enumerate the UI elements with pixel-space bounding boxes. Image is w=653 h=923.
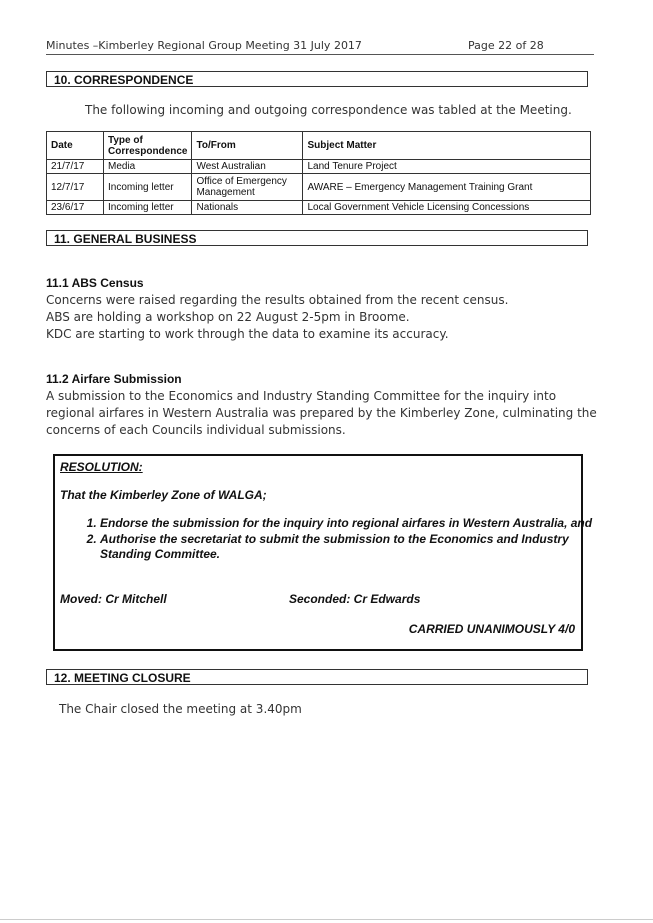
census-line: ABS are holding a workshop on 22 August 2-5pm in Broome. [46,310,410,324]
subsection-title-census: 11.1 ABS Census [46,276,144,290]
cell-date: 23/6/17 [47,201,104,215]
page-bottom-divider [0,919,653,920]
airfare-line: concerns of each Councils individual submissions. [46,423,346,437]
cell-date: 12/7/17 [47,174,104,201]
subsection-title-airfare: 11.2 Airfare Submission [46,372,182,386]
airfare-line: regional airfares in Western Australia was prepared by the Kimberley Zone, culminating the [46,406,597,420]
cell-tofrom: West Australian [192,160,303,174]
column-header-type: Type of Correspondence [104,132,192,160]
section-heading-general-business: 11. GENERAL BUSINESS [46,230,588,246]
airfare-paragraph [46,388,606,439]
cell-tofrom: Nationals [192,201,303,215]
resolution-item: 1. Endorse the submission for the inquiry into regional airfares in Western Australia, and [100,516,598,531]
census-line: Concerns were raised regarding the results obtained from the recent census. [46,293,509,307]
census-paragraph [46,292,606,343]
cell-tofrom: Office of Emergency Management [192,174,303,201]
carried-status: CARRIED UNANIMOUSLY 4/0 [408,622,575,636]
census-line: KDC are starting to work through the data to examine its accuracy. [46,327,449,341]
resolution-label: RESOLUTION: [60,460,143,474]
column-header-tofrom: To/From [192,132,303,160]
airfare-line: A submission to the Economics and Industry Standing Committee for the inquiry into [46,389,557,403]
cell-subject: AWARE – Emergency Management Training Grant [303,174,591,201]
table-row [47,201,591,215]
resolution-intro: That the Kimberley Zone of WALGA; [60,488,267,502]
correspondence-table [46,131,591,215]
header-title: Minutes –Kimberley Regional Group Meeting 31 July 2017 [46,39,362,52]
header-page-number: Page 22 of 28 [468,39,544,52]
column-header-subject: Subject Matter [303,132,591,160]
resolution-items [79,516,598,562]
table-row [47,174,591,201]
seconded-by: Seconded: Cr Edwards [289,592,421,606]
closure-text: The Chair closed the meeting at 3.40pm [59,702,302,716]
page-header [46,38,594,55]
cell-type: Incoming letter [104,174,192,201]
column-header-date: Date [47,132,104,160]
cell-type: Media [104,160,192,174]
moved-by: Moved: Cr Mitchell [60,592,167,606]
cell-date: 21/7/17 [47,160,104,174]
cell-type: Incoming letter [104,201,192,215]
resolution-box [53,454,593,651]
table-row [47,160,591,174]
cell-subject: Land Tenure Project [303,160,591,174]
section-heading-correspondence: 10. CORRESPONDENCE [46,71,588,87]
table-header-row [47,132,591,160]
cell-subject: Local Government Vehicle Licensing Concessions [303,201,591,215]
correspondence-intro: The following incoming and outgoing correspondence was tabled at the Meeting. [85,103,572,117]
section-heading-meeting-closure: 12. MEETING CLOSURE [46,669,588,685]
resolution-item: 2. Authorise the secretariat to submit the submission to the Economics and Industry Standing Committee. [100,532,598,562]
